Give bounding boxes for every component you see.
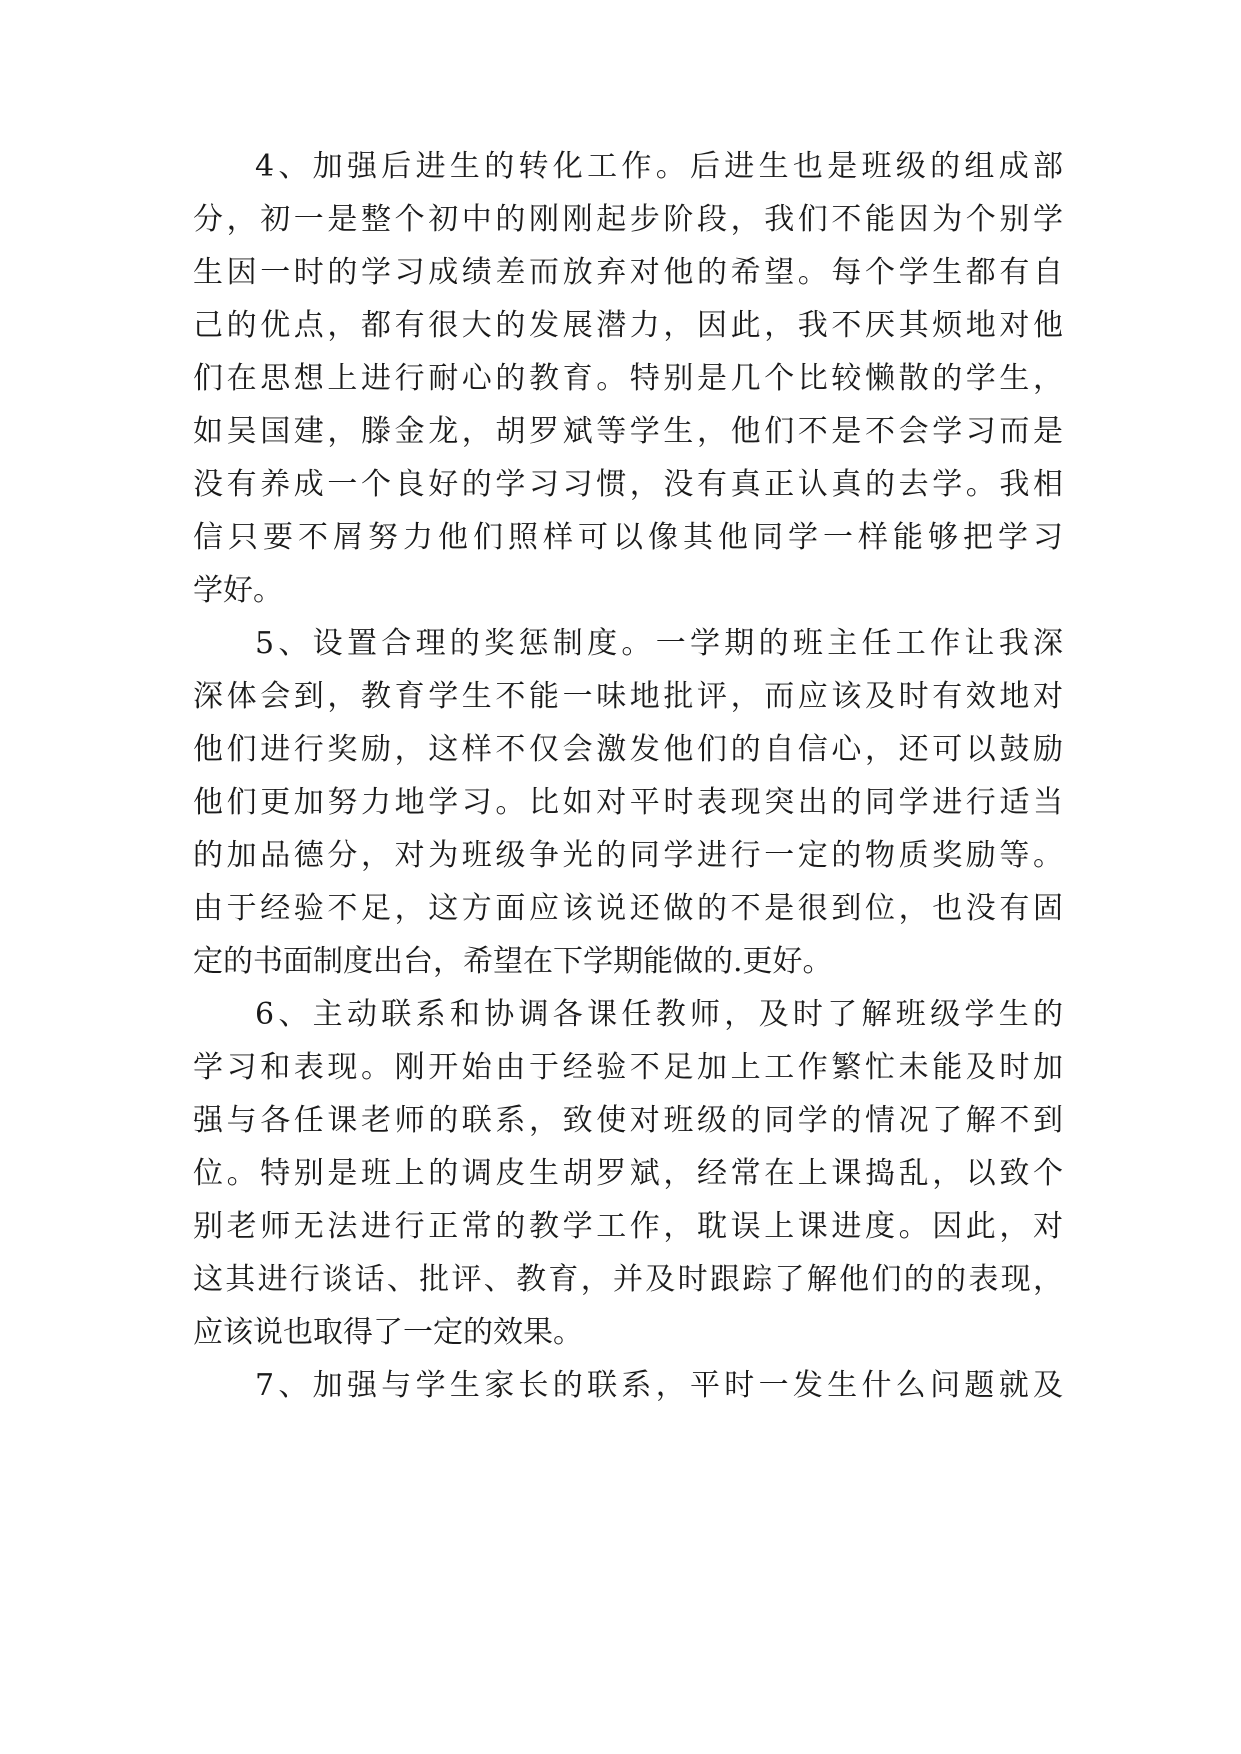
paragraph-7-line-1: 7、加强与学生家长的联系，平时一发生什么问题就及 <box>255 1368 1063 1403</box>
paragraph-4-line-1: 4、加强后进生的转化工作。后进生也是班级的组成部 <box>255 149 1063 184</box>
paragraph-5-line-7: 定的书面制度出台，希望在下学期能做的.更好。 <box>193 944 833 979</box>
paragraph-6-line-3: 强与各任课老师的联系，致使对班级的同学的情况了解不到 <box>193 1103 1063 1138</box>
paragraph-6-line-1: 6、主动联系和协调各课任教师，及时了解班级学生的 <box>255 997 1063 1032</box>
paragraph-5-line-2: 深体会到，教育学生不能一味地批评，而应该及时有效地对 <box>193 679 1063 714</box>
paragraph-5-line-6: 由于经验不足，这方面应该说还做的不是很到位，也没有固 <box>193 891 1063 926</box>
paragraph-5-line-3: 他们进行奖励，这样不仅会激发他们的自信心，还可以鼓励 <box>193 732 1063 767</box>
paragraph-5-line-1: 5、设置合理的奖惩制度。一学期的班主任工作让我深 <box>255 626 1063 661</box>
paragraph-4-line-5: 们在思想上进行耐心的教育。特别是几个比较懒散的学生， <box>193 361 1063 396</box>
paragraph-4-line-7: 没有养成一个良好的学习习惯，没有真正认真的去学。我相 <box>193 467 1063 502</box>
paragraph-6-line-6: 这其进行谈话、批评、教育，并及时跟踪了解他们的的表现， <box>193 1262 1063 1297</box>
paragraph-6-line-2: 学习和表现。刚开始由于经验不足加上工作繁忙未能及时加 <box>193 1050 1063 1085</box>
paragraph-6-line-7: 应该说也取得了一定的效果。 <box>193 1315 583 1350</box>
paragraph-4-line-6: 如吴国建，滕金龙，胡罗斌等学生，他们不是不会学习而是 <box>193 414 1063 449</box>
paragraph-4-line-9: 学好。 <box>193 573 283 608</box>
paragraph-4-line-3: 生因一时的学习成绩差而放弃对他的希望。每个学生都有自 <box>193 255 1063 290</box>
paragraph-4-line-2: 分，初一是整个初中的刚刚起步阶段，我们不能因为个别学 <box>193 202 1063 237</box>
paragraph-5-line-4: 他们更加努力地学习。比如对平时表现突出的同学进行适当 <box>193 785 1063 820</box>
paragraph-6-line-4: 位。特别是班上的调皮生胡罗斌，经常在上课捣乱，以致个 <box>193 1156 1063 1191</box>
paragraph-6-line-5: 别老师无法进行正常的教学工作，耽误上课进度。因此，对 <box>193 1209 1063 1244</box>
paragraph-5-line-5: 的加品德分，对为班级争光的同学进行一定的物质奖励等。 <box>193 838 1063 873</box>
paragraph-4-line-8: 信只要不屑努力他们照样可以像其他同学一样能够把学习 <box>193 520 1063 555</box>
paragraph-4-line-4: 己的优点，都有很大的发展潜力，因此，我不厌其烦地对他 <box>193 308 1063 343</box>
